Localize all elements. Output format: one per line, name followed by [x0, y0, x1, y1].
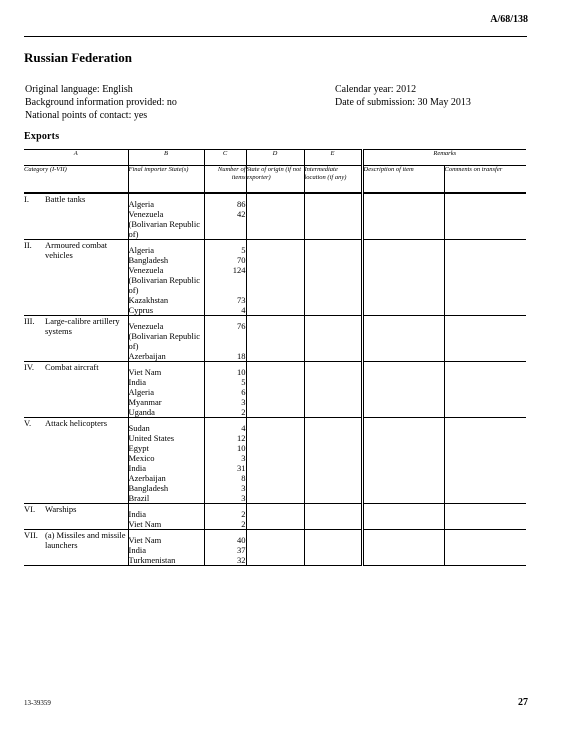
state-origin-cell	[246, 209, 304, 240]
importer-state: Brazil	[128, 493, 204, 504]
number-of-items: 40	[204, 530, 246, 546]
intermediate-location-cell	[304, 377, 362, 387]
category-roman: II.	[24, 240, 32, 250]
table-row	[24, 530, 526, 546]
comments-cell	[444, 463, 526, 473]
intermediate-location-cell	[304, 530, 362, 546]
number-of-items: 5	[204, 240, 246, 256]
description-cell	[362, 193, 444, 209]
number-of-items: 8	[204, 473, 246, 483]
description-cell	[362, 483, 444, 493]
table-row	[24, 362, 526, 378]
col-letter-d: D	[246, 150, 304, 166]
intermediate-location-cell	[304, 305, 362, 316]
number-of-items: 18	[204, 351, 246, 362]
importer-state: Venezuela (Bolivarian Republic of)	[128, 209, 204, 240]
state-origin-cell	[246, 240, 304, 256]
intermediate-location-cell	[304, 265, 362, 295]
state-origin-cell	[246, 305, 304, 316]
description-cell	[362, 407, 444, 418]
col-remarks: Remarks	[362, 150, 526, 166]
importer-state: Algeria	[128, 387, 204, 397]
country-title: Russian Federation	[24, 50, 132, 65]
col-letter-b: B	[128, 150, 204, 166]
category-cell	[24, 530, 128, 566]
intermediate-location-cell	[304, 351, 362, 362]
page-number: 27	[518, 697, 528, 708]
importer-state: Venezuela (Bolivarian Republic of)	[128, 316, 204, 352]
comments-cell	[444, 483, 526, 493]
description-cell	[362, 418, 444, 434]
category-name: Combat aircraft	[45, 362, 99, 372]
importer-state: Uganda	[128, 407, 204, 418]
comments-cell	[444, 545, 526, 555]
state-origin-cell	[246, 351, 304, 362]
comments-cell	[444, 362, 526, 378]
calendar-year: Calendar year: 2012	[335, 84, 417, 95]
category-name: Attack helicopters	[45, 418, 108, 428]
description-cell	[362, 473, 444, 483]
col-comments: Comments on transfer	[444, 166, 526, 194]
comments-cell	[444, 473, 526, 483]
comments-cell	[444, 493, 526, 504]
footer-doc-id: 13-39359	[24, 699, 51, 707]
state-origin-cell	[246, 377, 304, 387]
comments-cell	[444, 397, 526, 407]
category-cell	[24, 504, 128, 530]
intermediate-location-cell	[304, 545, 362, 555]
number-of-items: 10	[204, 362, 246, 378]
importer-state: Viet Nam	[128, 530, 204, 546]
exports-table-body	[24, 193, 526, 566]
description-cell	[362, 519, 444, 530]
submission-date: Date of submission: 30 May 2013	[335, 97, 471, 108]
state-origin-cell	[246, 316, 304, 352]
col-state-origin: State of origin (if not exporter)	[246, 166, 304, 194]
number-of-items: 6	[204, 387, 246, 397]
number-of-items: 76	[204, 316, 246, 352]
importer-state: Mexico	[128, 453, 204, 463]
state-origin-cell	[246, 545, 304, 555]
state-origin-cell	[246, 463, 304, 473]
description-cell	[362, 545, 444, 555]
description-cell	[362, 265, 444, 295]
table-row	[24, 418, 526, 434]
description-cell	[362, 387, 444, 397]
comments-cell	[444, 555, 526, 566]
col-final-importer: Final importer State(s)	[128, 166, 204, 194]
description-cell	[362, 493, 444, 504]
state-origin-cell	[246, 433, 304, 443]
comments-cell	[444, 255, 526, 265]
intermediate-location-cell	[304, 240, 362, 256]
description-cell	[362, 377, 444, 387]
intermediate-location-cell	[304, 519, 362, 530]
background-info: Background information provided: no	[25, 97, 177, 108]
importer-state: India	[128, 463, 204, 473]
comments-cell	[444, 433, 526, 443]
comments-cell	[444, 418, 526, 434]
description-cell	[362, 504, 444, 520]
category-cell	[24, 240, 128, 316]
description-cell	[362, 453, 444, 463]
intermediate-location-cell	[304, 443, 362, 453]
number-of-items: 32	[204, 555, 246, 566]
description-cell	[362, 295, 444, 305]
importer-state: Sudan	[128, 418, 204, 434]
comments-cell	[444, 377, 526, 387]
number-of-items: 5	[204, 377, 246, 387]
meta-left	[25, 83, 177, 122]
comments-cell	[444, 316, 526, 352]
state-origin-cell	[246, 519, 304, 530]
category-cell	[24, 418, 128, 504]
exports-table	[24, 149, 526, 566]
state-origin-cell	[246, 473, 304, 483]
contact-points: National points of contact: yes	[25, 110, 148, 121]
importer-state: India	[128, 504, 204, 520]
description-cell	[362, 433, 444, 443]
number-of-items: 10	[204, 443, 246, 453]
importer-state: Azerbaijan	[128, 351, 204, 362]
intermediate-location-cell	[304, 255, 362, 265]
number-of-items: 31	[204, 463, 246, 473]
table-row	[24, 316, 526, 352]
importer-state: Bangladesh	[128, 483, 204, 493]
description-cell	[362, 255, 444, 265]
state-origin-cell	[246, 483, 304, 493]
category-roman: VII.	[24, 530, 38, 540]
number-of-items: 2	[204, 504, 246, 520]
intermediate-location-cell	[304, 362, 362, 378]
intermediate-location-cell	[304, 418, 362, 434]
comments-cell	[444, 209, 526, 240]
table-row	[24, 504, 526, 520]
description-cell	[362, 240, 444, 256]
importer-state: Azerbaijan	[128, 473, 204, 483]
comments-cell	[444, 519, 526, 530]
comments-cell	[444, 305, 526, 316]
category-cell	[24, 193, 128, 240]
number-of-items: 3	[204, 493, 246, 504]
category-name: Armoured combat vehicles	[45, 240, 108, 260]
intermediate-location-cell	[304, 316, 362, 352]
section-title: Exports	[24, 131, 60, 142]
state-origin-cell	[246, 453, 304, 463]
description-cell	[362, 362, 444, 378]
importer-state: United States	[128, 433, 204, 443]
state-origin-cell	[246, 295, 304, 305]
importer-state: India	[128, 545, 204, 555]
header-rule	[24, 36, 527, 37]
state-origin-cell	[246, 555, 304, 566]
state-origin-cell	[246, 504, 304, 520]
comments-cell	[444, 453, 526, 463]
table-row	[24, 240, 526, 256]
number-of-items: 37	[204, 545, 246, 555]
category-roman: VI.	[24, 504, 36, 514]
col-intermediate-location: Intermediate location (if any)	[304, 166, 362, 194]
description-cell	[362, 351, 444, 362]
importer-state: Turkmenistan	[128, 555, 204, 566]
category-name: (a) Missiles and missile launchers	[45, 530, 126, 550]
col-description: Description of item	[362, 166, 444, 194]
comments-cell	[444, 387, 526, 397]
category-cell	[24, 316, 128, 362]
importer-state: Cyprus	[128, 305, 204, 316]
importer-state: Egypt	[128, 443, 204, 453]
state-origin-cell	[246, 255, 304, 265]
category-cell	[24, 362, 128, 418]
state-origin-cell	[246, 418, 304, 434]
state-origin-cell	[246, 265, 304, 295]
importer-state: Bangladesh	[128, 255, 204, 265]
description-cell	[362, 305, 444, 316]
importer-state: Myanmar	[128, 397, 204, 407]
state-origin-cell	[246, 493, 304, 504]
category-name: Warships	[45, 504, 77, 514]
meta-right	[335, 83, 471, 109]
comments-cell	[444, 193, 526, 209]
category-roman: IV.	[24, 362, 34, 372]
importer-state: Algeria	[128, 240, 204, 256]
number-of-items: 73	[204, 295, 246, 305]
importer-state: India	[128, 377, 204, 387]
description-cell	[362, 530, 444, 546]
description-cell	[362, 555, 444, 566]
col-letter-e: E	[304, 150, 362, 166]
intermediate-location-cell	[304, 433, 362, 443]
number-of-items: 86	[204, 193, 246, 209]
state-origin-cell	[246, 443, 304, 453]
category-roman: I.	[24, 194, 29, 204]
intermediate-location-cell	[304, 209, 362, 240]
category-name: Large-calibre artillery systems	[45, 316, 120, 336]
intermediate-location-cell	[304, 483, 362, 493]
number-of-items: 3	[204, 397, 246, 407]
table-row	[24, 193, 526, 209]
intermediate-location-cell	[304, 453, 362, 463]
description-cell	[362, 316, 444, 352]
description-cell	[362, 397, 444, 407]
comments-cell	[444, 407, 526, 418]
importer-state: Venezuela (Bolivarian Republic of)	[128, 265, 204, 295]
comments-cell	[444, 240, 526, 256]
description-cell	[362, 443, 444, 453]
number-of-items: 3	[204, 483, 246, 493]
document-symbol: A/68/138	[490, 14, 528, 25]
category-roman: V.	[24, 418, 32, 428]
description-cell	[362, 463, 444, 473]
state-origin-cell	[246, 407, 304, 418]
importer-state: Kazakhstan	[128, 295, 204, 305]
number-of-items: 2	[204, 519, 246, 530]
comments-cell	[444, 295, 526, 305]
number-of-items: 124	[204, 265, 246, 295]
col-letter-c: C	[204, 150, 246, 166]
comments-cell	[444, 504, 526, 520]
number-of-items: 4	[204, 418, 246, 434]
intermediate-location-cell	[304, 387, 362, 397]
state-origin-cell	[246, 193, 304, 209]
state-origin-cell	[246, 530, 304, 546]
description-cell	[362, 209, 444, 240]
intermediate-location-cell	[304, 463, 362, 473]
importer-state: Algeria	[128, 193, 204, 209]
number-of-items: 4	[204, 305, 246, 316]
comments-cell	[444, 530, 526, 546]
category-roman: III.	[24, 316, 35, 326]
state-origin-cell	[246, 362, 304, 378]
number-of-items: 42	[204, 209, 246, 240]
importer-state: Viet Nam	[128, 519, 204, 530]
col-number-items: Number of items	[204, 166, 246, 194]
importer-state: Viet Nam	[128, 362, 204, 378]
col-letter-a: A	[24, 150, 128, 166]
number-of-items: 3	[204, 453, 246, 463]
intermediate-location-cell	[304, 473, 362, 483]
number-of-items: 70	[204, 255, 246, 265]
column-header-row	[24, 166, 526, 194]
comments-cell	[444, 443, 526, 453]
col-category: Category (I-VII)	[24, 166, 128, 194]
comments-cell	[444, 265, 526, 295]
intermediate-location-cell	[304, 504, 362, 520]
state-origin-cell	[246, 397, 304, 407]
number-of-items: 12	[204, 433, 246, 443]
intermediate-location-cell	[304, 193, 362, 209]
state-origin-cell	[246, 387, 304, 397]
intermediate-location-cell	[304, 555, 362, 566]
intermediate-location-cell	[304, 493, 362, 504]
number-of-items: 2	[204, 407, 246, 418]
intermediate-location-cell	[304, 407, 362, 418]
original-language: Original language: English	[25, 84, 133, 95]
category-name: Battle tanks	[45, 194, 86, 204]
comments-cell	[444, 351, 526, 362]
column-letter-row	[24, 150, 526, 166]
intermediate-location-cell	[304, 295, 362, 305]
intermediate-location-cell	[304, 397, 362, 407]
